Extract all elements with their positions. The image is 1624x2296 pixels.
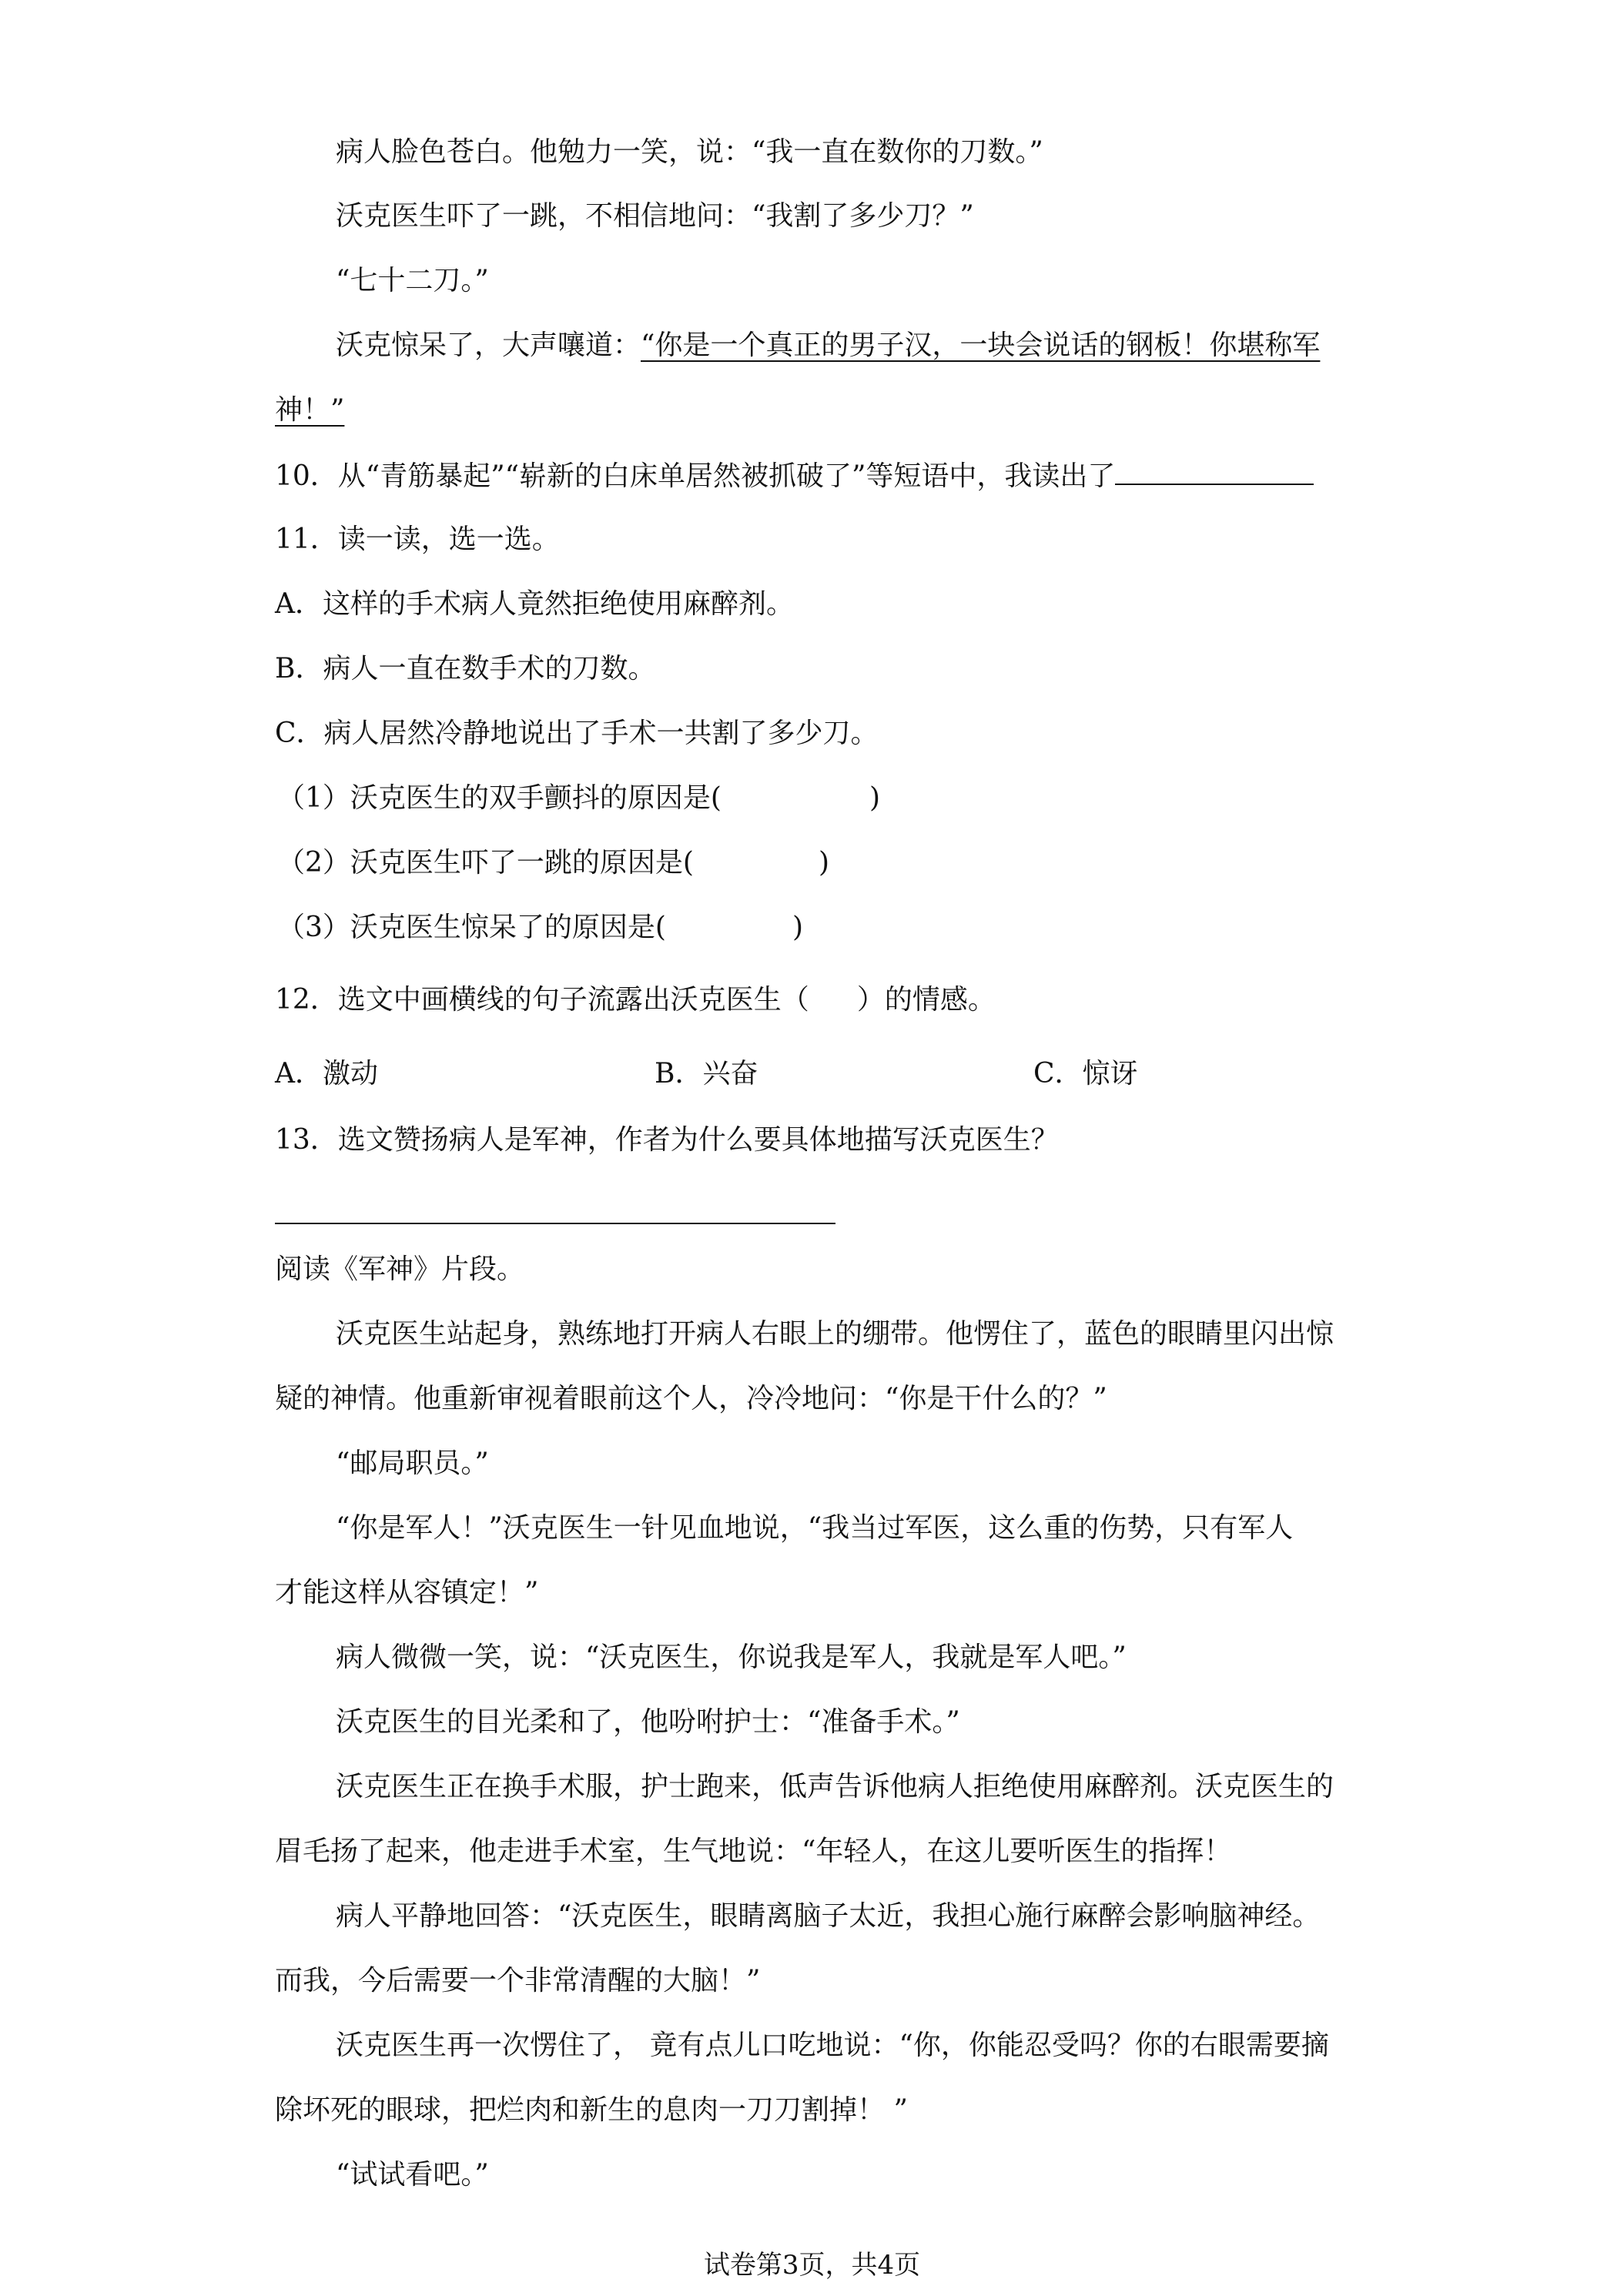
passage2-paragraph-6-line-2: 眉毛扬了起来，他走进手术室，生气地说：“年轻人，在这儿要听医生的指挥！ [275, 1836, 1232, 1867]
passage2-paragraph-9: “试试看吧。” [336, 2159, 489, 2191]
question-11-option-a: A．这样的手术病人竟然拒绝使用麻醉剂。 [275, 588, 794, 620]
close-paren: ) [869, 782, 880, 814]
question-13-answer-line[interactable] [275, 1223, 835, 1224]
question-11-sub-1-text: （1）沃克医生的双手颤抖的原因是( [277, 782, 722, 814]
passage2-paragraph-2: “邮局职员。” [336, 1448, 489, 1479]
question-10-answer-blank[interactable] [1115, 456, 1314, 485]
passage1-paragraph-4-lead: 沃克惊呆了，大声嚷道： [336, 330, 641, 361]
question-11-option-c: C．病人居然冷静地说出了手术一共割了多少刀。 [275, 718, 879, 749]
question-11-sub-3 [277, 909, 803, 947]
question-12-choice-a[interactable]: A．激动 [275, 1058, 378, 1089]
question-11-sub-3-text: （3）沃克医生惊呆了的原因是( [277, 912, 666, 943]
question-12-text-b: ）的情感。 [856, 984, 996, 1016]
close-paren: ) [792, 912, 803, 943]
passage1-paragraph-4-line-1 [336, 326, 1320, 365]
question-11-sub-2 [277, 844, 829, 882]
passage2-paragraph-1-line-1: 沃克医生站起身，熟练地打开病人右眼上的绷带。他愣住了，蓝色的眼睛里闪出惊 [336, 1318, 1334, 1350]
question-12-choice-c[interactable]: C．惊讶 [1033, 1058, 1138, 1089]
passage2-heading: 阅读《军神》片段。 [275, 1253, 525, 1285]
question-10 [275, 456, 1314, 494]
question-11-title: 11．读一读，选一选。 [275, 524, 560, 555]
passage2-paragraph-3-line-1: “你是军人！”沃克医生一针见血地说，“我当过军医，这么重的伤势，只有军人 [336, 1512, 1294, 1544]
passage2-paragraph-6-line-1: 沃克医生正在换手术服，护士跑来，低声告诉他病人拒绝使用麻醉剂。沃克医生的 [336, 1771, 1334, 1802]
underlined-sentence-part-1: “你是一个真正的男子汉，一块会说话的钢板！你堪称军 [641, 330, 1321, 361]
question-12 [275, 981, 996, 1019]
passage2-paragraph-8-line-2: 除坏死的眼球，把烂肉和新生的息肉一刀刀割掉！ ” [275, 2094, 908, 2126]
question-13: 13．选文赞扬病人是军神，作者为什么要具体地描写沃克医生？ [275, 1124, 1059, 1156]
close-paren: ) [818, 847, 829, 879]
passage2-paragraph-3-line-2: 才能这样从容镇定！” [275, 1577, 539, 1608]
question-11-sub-2-text: （2）沃克医生吓了一跳的原因是( [277, 847, 694, 879]
passage2-paragraph-7-line-2: 而我，今后需要一个非常清醒的大脑！” [275, 1965, 761, 1996]
passage1-paragraph-1: 病人脸色苍白。他勉力一笑，说：“我一直在数你的刀数。” [336, 136, 1043, 168]
passage1-paragraph-3: “七十二刀。” [336, 265, 489, 296]
question-12-choice-b[interactable]: B．兴奋 [655, 1058, 758, 1089]
passage2-paragraph-1-line-2: 疑的神情。他重新审视着眼前这个人，冷冷地问：“你是干什么的？” [275, 1383, 1107, 1414]
passage2-paragraph-7-line-1: 病人平静地回答：“沃克医生，眼睛离脑子太近，我担心施行麻醉会影响脑神经。 [336, 1900, 1321, 1932]
passage2-paragraph-4: 病人微微一笑，说：“沃克医生，你说我是军人，我就是军人吧。” [336, 1642, 1127, 1673]
passage1-paragraph-4-line-2 [275, 391, 344, 430]
page-number-footer: 试卷第3页，共4页 [703, 2250, 921, 2281]
question-12-text-a: 12．选文中画横线的句子流露出沃克医生（ [275, 984, 809, 1016]
passage2-paragraph-5: 沃克医生的目光柔和了，他吩咐护士：“准备手术。” [336, 1706, 960, 1738]
question-11-sub-1 [277, 779, 880, 818]
question-11-option-b: B．病人一直在数手术的刀数。 [275, 653, 656, 684]
underlined-sentence-part-2: 神！” [275, 394, 345, 426]
passage1-paragraph-2: 沃克医生吓了一跳，不相信地问：“我割了多少刀？” [336, 200, 974, 232]
passage2-paragraph-8-line-1: 沃克医生再一次愣住了， 竟有点儿口吃地说：“你，你能忍受吗？你的右眼需要摘 [336, 2030, 1329, 2061]
question-10-text: 10．从“青筋暴起”“崭新的白床单居然被抓破了”等短语中，我读出了 [275, 460, 1116, 492]
